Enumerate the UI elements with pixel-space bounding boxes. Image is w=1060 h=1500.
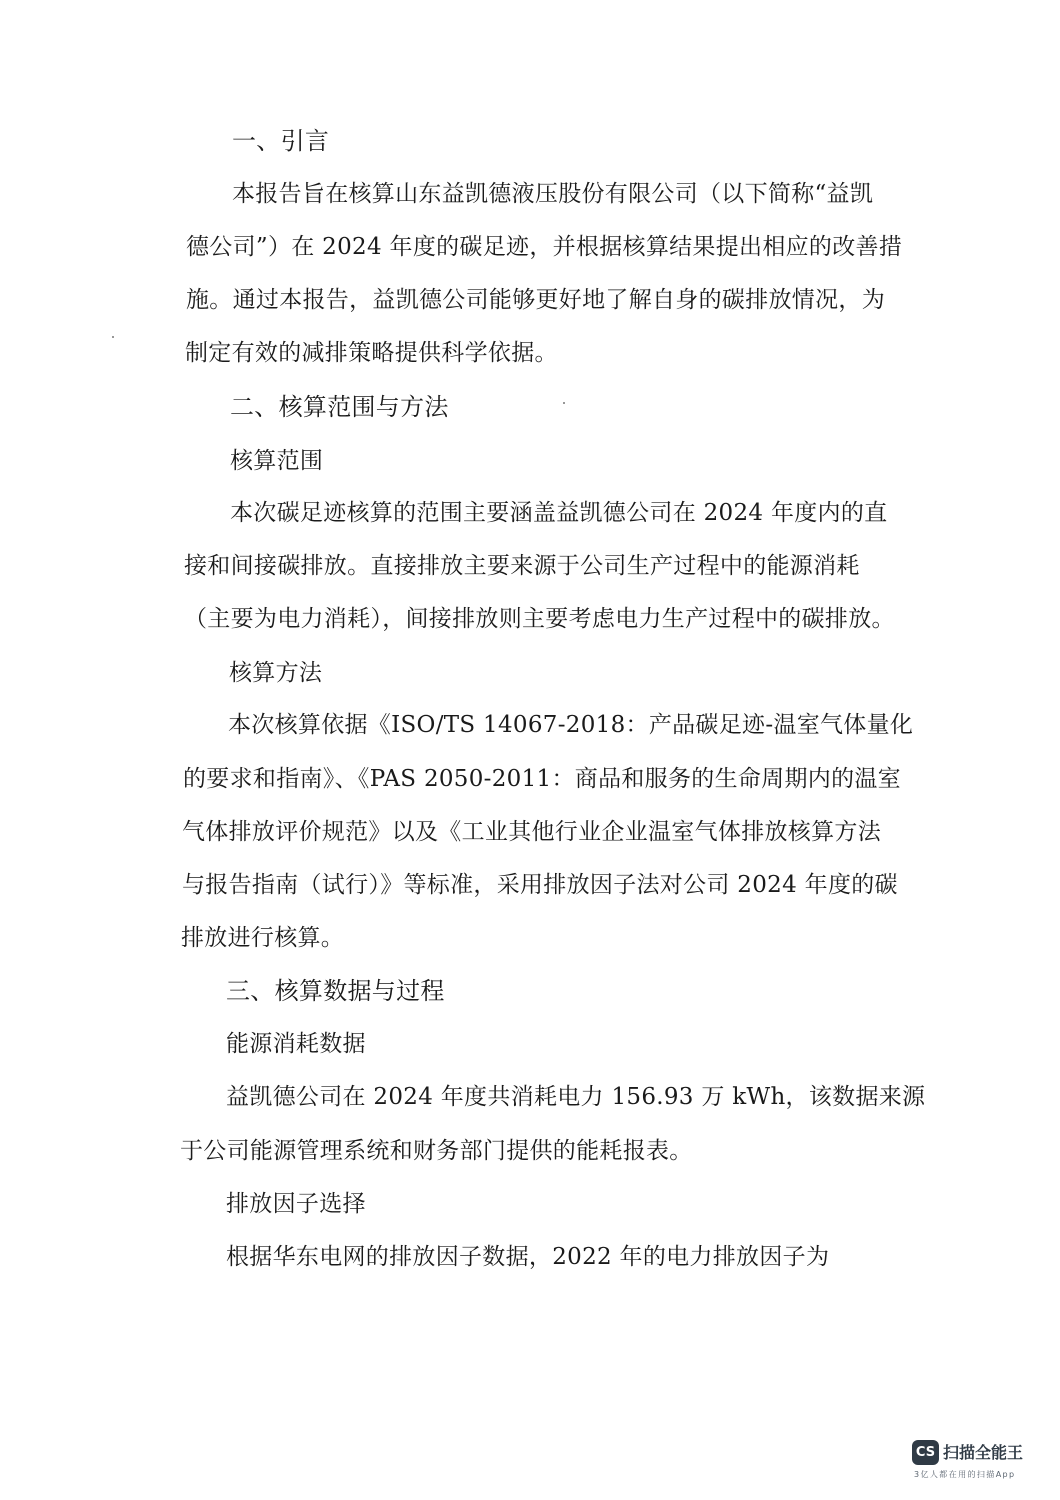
subheading-scope: 核算范围 (230, 448, 324, 474)
paragraph-line: 本次碳足迹核算的范围主要涵盖益凯德公司在 2024 年度内的直 (230, 500, 888, 526)
subheading-emission-factor: 排放因子选择 (226, 1191, 366, 1217)
paragraph-line: 气体排放评价规范》以及《工业其他行业企业温室气体排放核算方法 (182, 819, 881, 845)
section-heading-introduction: 一、引言 (232, 127, 330, 155)
section-heading-data-and-process: 三、核算数据与过程 (226, 977, 445, 1005)
paragraph-line: 的要求和指南》、《PAS 2050-2011：商品和服务的生命周期内的温室 (183, 766, 901, 792)
paragraph-line: 施。通过本报告，益凯德公司能够更好地了解自身的碳排放情况，为 (186, 287, 885, 313)
paragraph-line: 排放进行核算。 (181, 925, 345, 951)
paragraph-line: 根据华东电网的排放因子数据，2022 年的电力排放因子为 (226, 1244, 830, 1270)
camscanner-watermark (912, 1440, 1038, 1484)
scan-speck (112, 336, 114, 338)
paragraph-line: 接和间接碳排放。直接排放主要来源于公司生产过程中的能源消耗 (184, 553, 860, 579)
paragraph-line: 制定有效的减排策略提供科学依据。 (185, 340, 558, 366)
paragraph-line: 本次核算依据《ISO/TS 14067-2018：产品碳足迹-温室气体量化 (228, 712, 914, 738)
watermark-tagline: 3亿人都在用的扫描App (914, 1470, 1016, 1479)
subheading-energy-data: 能源消耗数据 (226, 1031, 366, 1057)
watermark-app-name: 扫描全能王 (943, 1443, 1024, 1462)
paragraph-line: （主要为电力消耗），间接排放则主要考虑电力生产过程中的碳排放。 (184, 606, 895, 632)
camscanner-logo-icon: CS (912, 1440, 939, 1465)
paragraph-line: 德公司”）在 2024 年度的碳足迹，并根据核算结果提出相应的改善措 (186, 234, 903, 260)
paragraph-line: 与报告指南（试行）》等标准，采用排放因子法对公司 2024 年度的碳 (182, 872, 898, 898)
scan-speck (563, 402, 565, 404)
paragraph-line: 于公司能源管理系统和财务部门提供的能耗报表。 (180, 1138, 693, 1164)
paragraph-line: 益凯德公司在 2024 年度共消耗电力 156.93 万 kWh，该数据来源 (226, 1084, 926, 1110)
subheading-method: 核算方法 (229, 660, 323, 686)
section-heading-scope-and-method: 二、核算范围与方法 (230, 393, 449, 421)
paragraph-line: 本报告旨在核算山东益凯德液压股份有限公司（以下简称“益凯 (232, 181, 874, 207)
